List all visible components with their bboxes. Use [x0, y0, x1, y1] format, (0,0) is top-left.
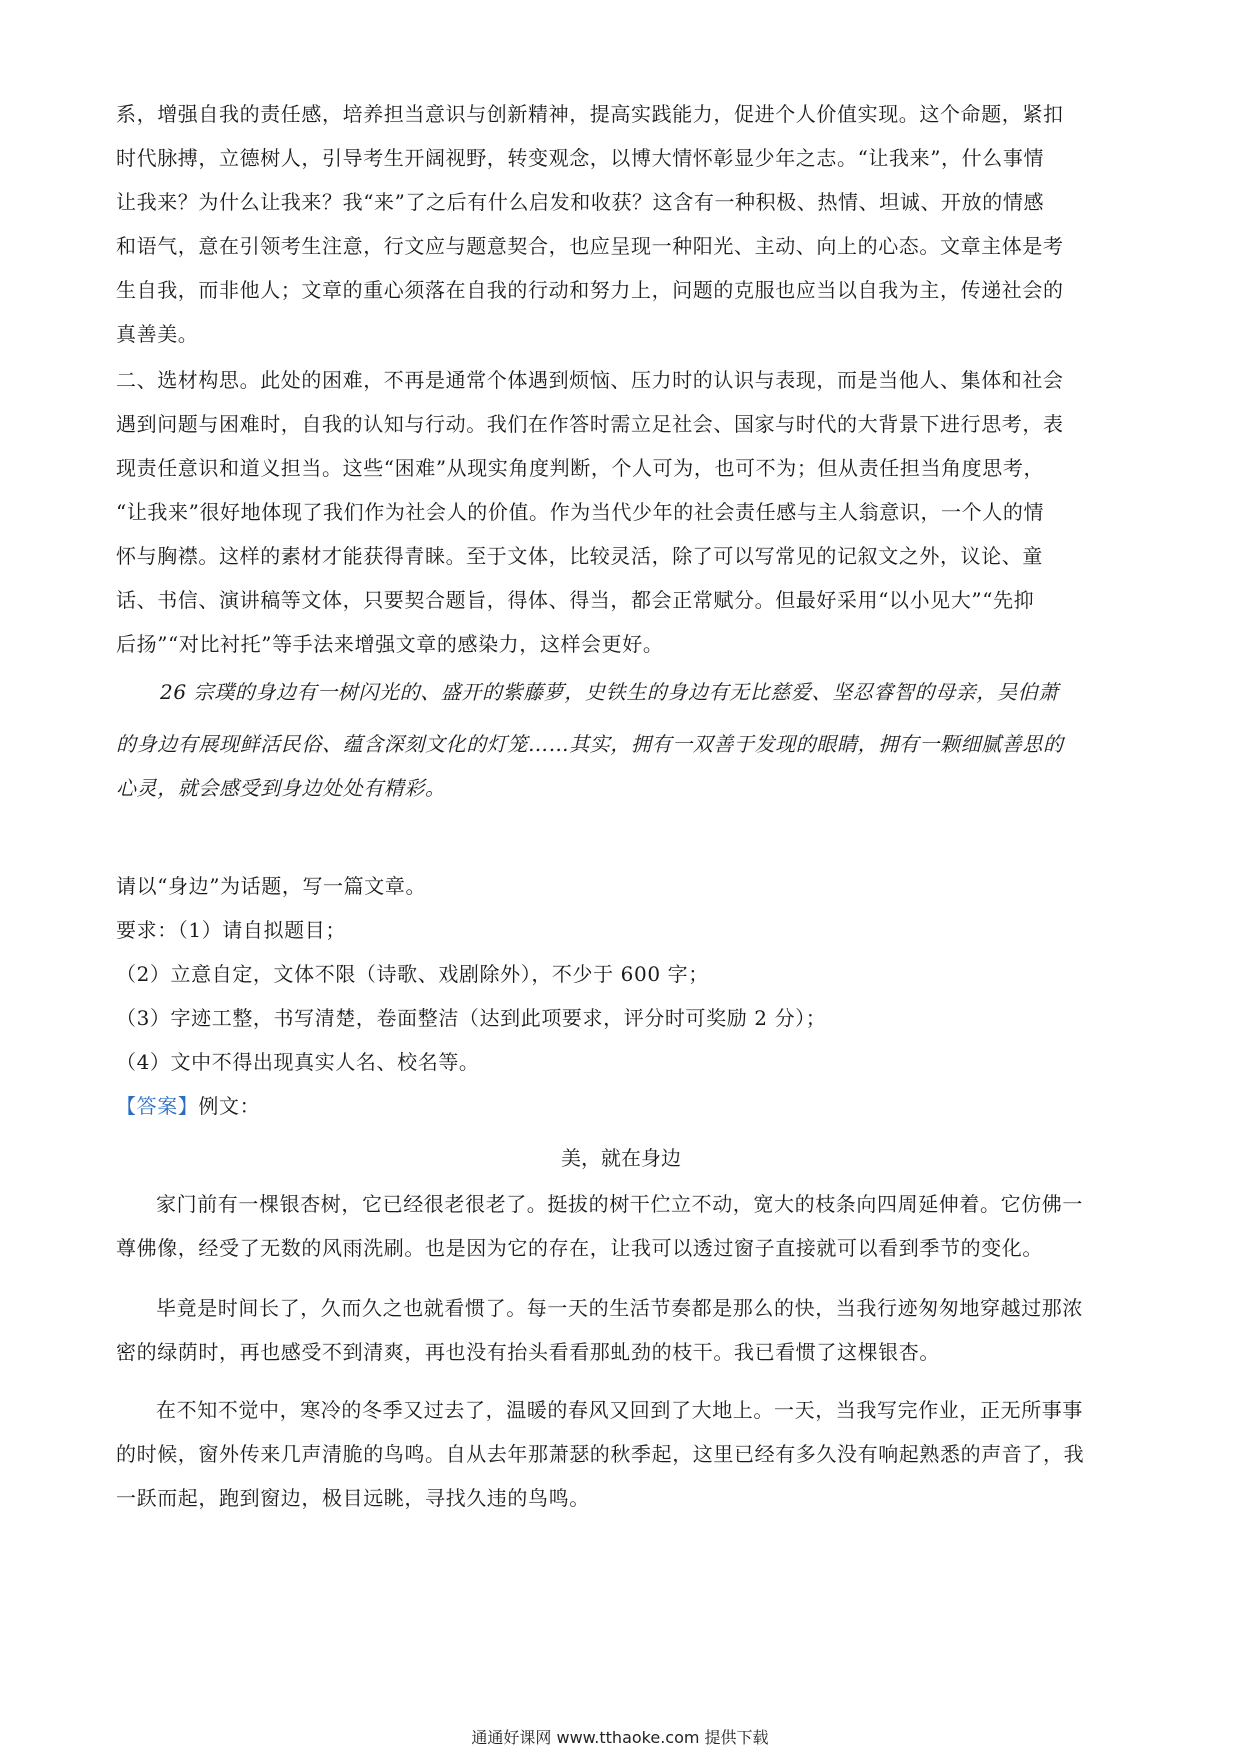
- answer-line: [116, 1092, 260, 1120]
- essay-line: 尊佛像，经受了无数的风雨洗刷。也是因为它的存在，让我可以透过窗子直接就可以看到季节的变化。: [116, 1236, 1043, 1260]
- page-footer: 通通好课网 www.tthaoke.com 提供下载: [471, 1728, 769, 1747]
- question-line: 26 宗璞的身边有一树闪光的、盛开的紫藤萝，史铁生的身边有无比慈爱、坚忍睿智的母亲，吴伯萧: [160, 680, 1059, 704]
- question-line: 心灵，就会感受到身边处处有精彩。: [116, 776, 446, 800]
- text-line: 现责任意识和道义担当。这些“困难”从现实角度判断，个人可为，也可不为；但从责任担当角度思考，: [116, 456, 1045, 480]
- text-line: 二、选材构思。此处的困难，不再是通常个体遇到烦恼、压力时的认识与表现，而是当他人、集体和社会: [116, 368, 1064, 392]
- text-line: 系，增强自我的责任感，培养担当意识与创新精神，提高实践能力，促进个人价值实现。这个命题，紧扣: [116, 102, 1064, 126]
- text-line: 后扬”“对比衬托”等手法来增强文章的感染力，这样会更好。: [116, 632, 664, 656]
- text-line: 真善美。: [116, 322, 199, 346]
- text-line: 时代脉搏，立德树人，引导考生开阔视野，转变观念，以博大情怀彰显少年之志。“让我来”，什么事情: [116, 146, 1045, 170]
- essay-line: 一跃而起，跑到窗边，极目远眺，寻找久违的鸟鸣。: [116, 1486, 590, 1510]
- essay-line: 在不知不觉中，寒冷的冬季又过去了，温暖的春风又回到了大地上。一天，当我写完作业，正无所事事: [156, 1398, 1083, 1422]
- text-line: 怀与胸襟。这样的素材才能获得青睐。至于文体，比较灵活，除了可以写常见的记叙文之外，议论、童: [116, 544, 1043, 568]
- essay-line: 毕竟是时间长了，久而久之也就看惯了。每一天的生活节奏都是那么的快，当我行迹匆匆地穿越过那浓: [156, 1296, 1083, 1320]
- text-line: “让我来”很好地体现了我们作为社会人的价值。作为当代少年的社会责任感与主人翁意识，一个人的情: [116, 500, 1045, 524]
- answer-label: 例文：: [198, 1094, 261, 1118]
- essay-line: 的时候，窗外传来几声清脆的鸟鸣。自从去年那萧瑟的秋季起，这里已经有多久没有响起熟悉的声音了，我: [116, 1442, 1085, 1466]
- text-line: 话、书信、演讲稿等文体，只要契合题旨，得体、得当，都会正常赋分。但最好采用“以小见大”“先抑: [116, 588, 1035, 612]
- requirement-line: （4）文中不得出现真实人名、校名等。: [116, 1050, 480, 1074]
- prompt-line: 请以“身边”为话题，写一篇文章。: [116, 874, 427, 898]
- text-line: 生自我，而非他人；文章的重心须落在自我的行动和努力上，问题的克服也应当以自我为主，传递社会的: [116, 278, 1064, 302]
- essay-line: 密的绿荫时，再也感受不到清爽，再也没有抬头看看那虬劲的枝干。我已看惯了这棵银杏。: [116, 1340, 940, 1364]
- text-line: 让我来？为什么让我来？我“来”了之后有什么启发和收获？这含有一种积极、热情、坦诚、开放的情感: [116, 190, 1045, 214]
- text-line: 和语气，意在引领考生注意，行文应与题意契合，也应呈现一种阳光、主动、向上的心态。文章主体是考: [116, 234, 1064, 258]
- answer-tag: 【答案】: [116, 1094, 199, 1118]
- text-line: 遇到问题与困难时，自我的认知与行动。我们在作答时需立足社会、国家与时代的大背景下进行思考，表: [116, 412, 1064, 436]
- question-line: 的身边有展现鲜活民俗、蕴含深刻文化的灯笼……其实，拥有一双善于发现的眼睛，拥有一颗细腻善思的: [116, 732, 1064, 756]
- requirement-line: （3）字迹工整，书写清楚，卷面整洁（达到此项要求，评分时可奖励 2 分）；: [116, 1006, 827, 1030]
- essay-title: 美，就在身边: [561, 1146, 681, 1170]
- essay-line: 家门前有一棵银杏树，它已经很老很老了。挺拔的树干伫立不动，宽大的枝条向四周延伸着。它仿佛一: [156, 1192, 1083, 1216]
- requirement-line: 要求：（1）请自拟题目；: [116, 918, 346, 942]
- requirement-line: （2）立意自定，文体不限（诗歌、戏剧除外），不少于 600 字；: [116, 962, 709, 986]
